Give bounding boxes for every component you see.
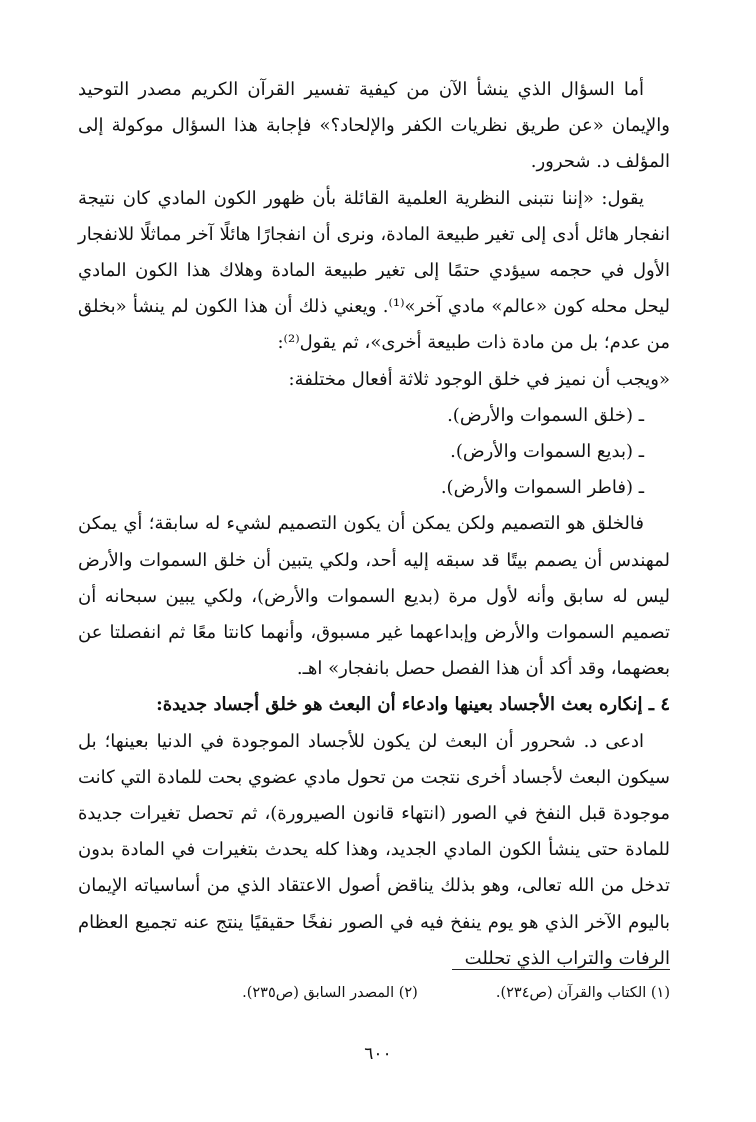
paragraph-2: يقول: «إننا نتبنى النظرية العلمية القائلة بأن ظهور الكون المادي كان نتيجة انفجار هائل أدى إلى تغير طبيعة المادة، ونرى أن انفجارًا هائلًا آخر مماثلًا للانفجار الأول في حجمه سيؤدي حتمًا إلى تغير طبيعة المادة وهلاك هذا الكون المادي ليحل محله كون «عالم» مادي آخر»⁽¹⁾. ويعني ذلك أن هذا الكون لم ينشأ «بخلق من عدم؛ بل من مادة ذات طبيعة أخرى»، ثم يقول⁽²⁾:	[78, 187, 670, 354]
bullet-item-2: ـ (بديع السموات والأرض).	[450, 441, 644, 463]
bullet-item-1: ـ (خلق السموات والأرض).	[447, 404, 644, 426]
quote-intro: «ويجب أن نميز في خلق الوجود ثلاثة أفعال مختلفة:	[288, 368, 670, 390]
footnote-2: (٢) المصدر السابق (ص٢٣٥).	[242, 985, 418, 1001]
page-number: ٦٠٠	[364, 1044, 392, 1064]
paragraph-4: ادعى د. شحرور أن البعث لن يكون للأجساد الموجودة في الدنيا بعينها؛ بل سيكون البعث لأجساد أخرى نتجت من تحول مادي عضوي بحت للمادة التي كانت موجودة قبل النفخ في الصور (انتهاء قانون الصيرورة)، ثم تحصل تغيرات جديدة للمادة حتى ينشأ الكون المادي الجديد، وهذا كله يحدث بتغيرات في المادة بدون تدخل من الله تعالى، وهو بذلك يناقض أصول الاعتقاد الذي من أساسياته الإيمان باليوم الآخر الذي هو يوم ينفخ فيه في الصور نفخًا حقيقيًا ينتج عنه تجميع العظام الرفات والتراب الذي تحللت	[78, 730, 670, 969]
section-heading: ٤ ـ إنكاره بعث الأجساد بعينها وادعاء أن البعث هو خلق أجساد جديدة:	[156, 694, 670, 716]
bullet-item-3: ـ (فاطر السموات والأرض).	[440, 477, 644, 499]
main-text	[78, 72, 670, 977]
footnote-divider	[452, 969, 670, 970]
footnote-1: (١) الكتاب والقرآن (ص٢٣٤).	[495, 985, 670, 1001]
paragraph-3: فالخلق هو التصميم ولكن يمكن أن يكون التصميم لشيء له سابقة؛ أي يمكن لمهندس أن يصمم بيتًا قد سبقه إليه أحد، ولكي يتبين أن خلق السموات والأرض ليس له سابق وأنه لأول مرة (بديع السموات والأرض)، ولكي يبين سبحانه أن تصميم السموات والأرض وإبداعهما غير مسبوق، وأنهما كانتا معًا ثم انفصلتا عن بعضهما، وقد أكد أن هذا الفصل حصل بانفجار» اهـ.	[78, 513, 670, 680]
footnotes	[78, 982, 670, 1004]
paragraph-1: أما السؤال الذي ينشأ الآن من كيفية تفسير القرآن الكريم مصدر التوحيد والإيمان «عن طريق نظريات الكفر والإلحاد؟» فإجابة هذا السؤال موكولة إلى المؤلف د. شحرور.	[78, 79, 671, 173]
